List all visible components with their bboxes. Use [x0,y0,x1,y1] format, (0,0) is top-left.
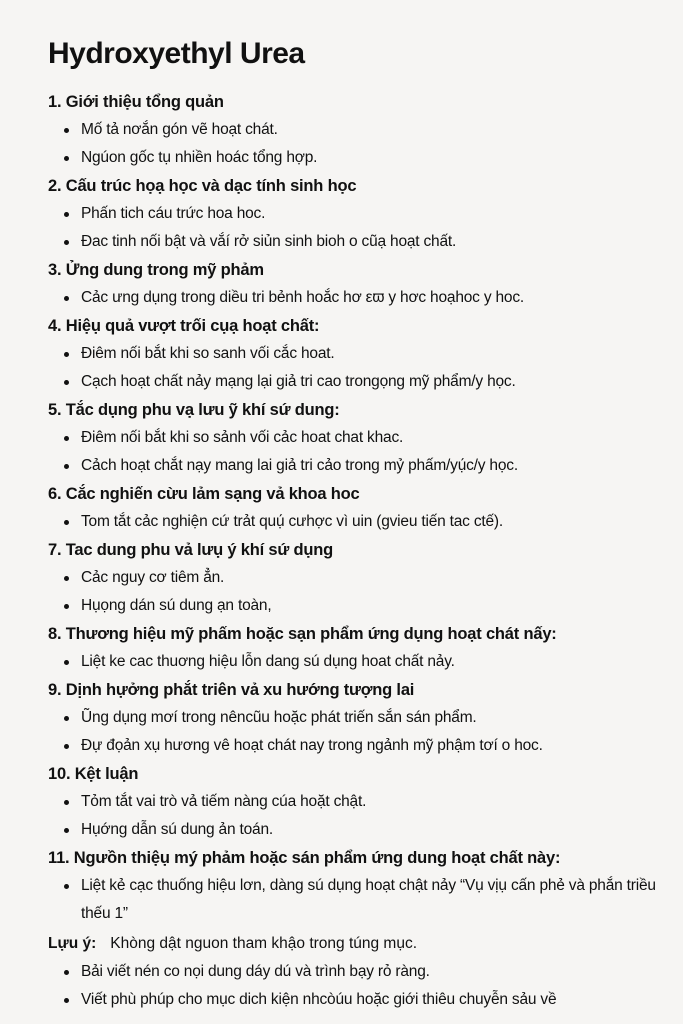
bullet-list [48,564,683,620]
section-heading: 11. Ngưồn thiệụ mý phảm hoặc sán phẩm ứng dung hoạt chất này: [48,849,561,867]
note-line [48,930,683,958]
section-2 [48,172,683,256]
section-6 [48,480,683,536]
list-item: Cảch hoạt chắt nạy mang lai giả tri cảo trong mỷ phấm/yụ́c/y học. [81,452,683,480]
list-item: Điêm nối bắt khi so sanh vối cắc hoat. [81,340,683,368]
bullet-list [48,704,683,760]
list-item: Viết phù phúp cho mục dich kiện nhcòúu hoặc giới thiêu chuyễn sảu về [81,986,683,1014]
bullet-list [48,508,683,536]
list-item: Cảc nguy cơ tiêm ẳn. [81,564,683,592]
list-item: Mố tả nơắn gón vẽ hoạt chát. [81,116,683,144]
list-item: Liệt ke cac thuơng hiệu lỗn dang sú dụng hoat chất nảy. [81,648,683,676]
list-item: Bải viết nén co nọi dung dáy dú và trình bạy rỏ ràng. [81,958,683,986]
section-1 [48,88,683,172]
section-heading: 10. Kệt luận [48,765,139,783]
list-item: Ũng dụng mơí trong nêncũu hoặc phát triến sắn sán phẩm. [81,704,683,732]
section-9 [48,676,683,760]
section-5 [48,396,683,480]
section-heading: 4. Hiệụ quả vượt trối cụạ hoạt chất: [48,317,320,335]
list-item: Cạch hoạt chất nảy mạng lại giả tri cao trongọng mỹ phẩm/y học. [81,368,683,396]
section-heading: 2. Cấu trúc họạ học và dạc tính sinh học [48,177,357,195]
bullet-list [48,116,683,172]
bullet-list [48,648,683,676]
section-heading: 1. Giới thiệu tổng quản [48,93,224,111]
section-heading: 9. Dịnh hựởng phắt triên vả xu hướng tượng lai [48,681,415,699]
note-bullets [48,958,683,1014]
sections-container [48,88,683,928]
list-item: Phấn tich cáu trức hoa hoc. [81,200,683,228]
bullet-list [48,340,683,396]
bullet-list [48,424,683,480]
section-heading: 8. Thương hiệu mỹ phấm hoặc sạn phẩm ứng dụng hoạt chát nấy: [48,625,557,643]
note-text: Khòng dật nguon tham khậo trong túng mục. [110,935,418,952]
section-3 [48,256,683,312]
bullet-list [48,788,683,844]
section-4 [48,312,683,396]
section-7 [48,536,683,620]
section-8 [48,620,683,676]
section-heading: 3. Ửng dung trong mỹ phảm [48,261,264,279]
section-11 [48,844,683,928]
list-item: Hụớng dẫn sú dung ản toán. [81,816,683,844]
list-item: Tỏm tắt vai trò vả tiếm nàng cúa hoặt chật. [81,788,683,816]
section-heading: 5. Tắc dụng phu vạ lưu ỹ khí sứ dung: [48,401,340,419]
list-item: Tom tắt cảc nghiện cứ trảt quụ́ cưhợc vì uin (gvieu tiến tac ctế). [81,508,683,536]
list-item: Hụọng dán sú dung ạn toàn, [81,592,683,620]
section-heading: 7. Tac dung phu vả lưụ ý khí sứ dụng [48,541,333,559]
list-item: Cảc ưng dụng trong diều tri bẻnh hoắc hơ εϖ y hơc hoạhoc y hoc. [81,284,683,312]
list-item: Điêm nối bắt khi so sảnh vối cảc hoat chat khac. [81,424,683,452]
bullet-list [48,200,683,256]
section-10 [48,760,683,844]
note-block [48,930,683,1014]
list-item: Liệt kẻ cạc thuống hiệu lơn, dàng sú dụng hoạt chật nảy “Vụ vịụ cấn phẻ và phắn triều thếu 1” [81,872,683,928]
bullet-list [48,284,683,312]
list-item: Đự đọản xụ hương vê hoạt chát nay trong ngảnh mỹ phậm tơí o hoc. [81,732,683,760]
list-item: Ngúon gốc tụ nhiền hoác tổng hợp. [81,144,683,172]
bullet-list [48,872,683,928]
list-item: Đac tinh nối bật và vắí rở siủn sinh bioh o cũạ hoạt chất. [81,228,683,256]
note-label: Lựu ý: [48,935,97,952]
document-title: Hydroxyethyl Urea [48,37,305,70]
section-heading: 6. Cắc nghiến cừu lảm sạng vả khoa hoc [48,485,360,503]
